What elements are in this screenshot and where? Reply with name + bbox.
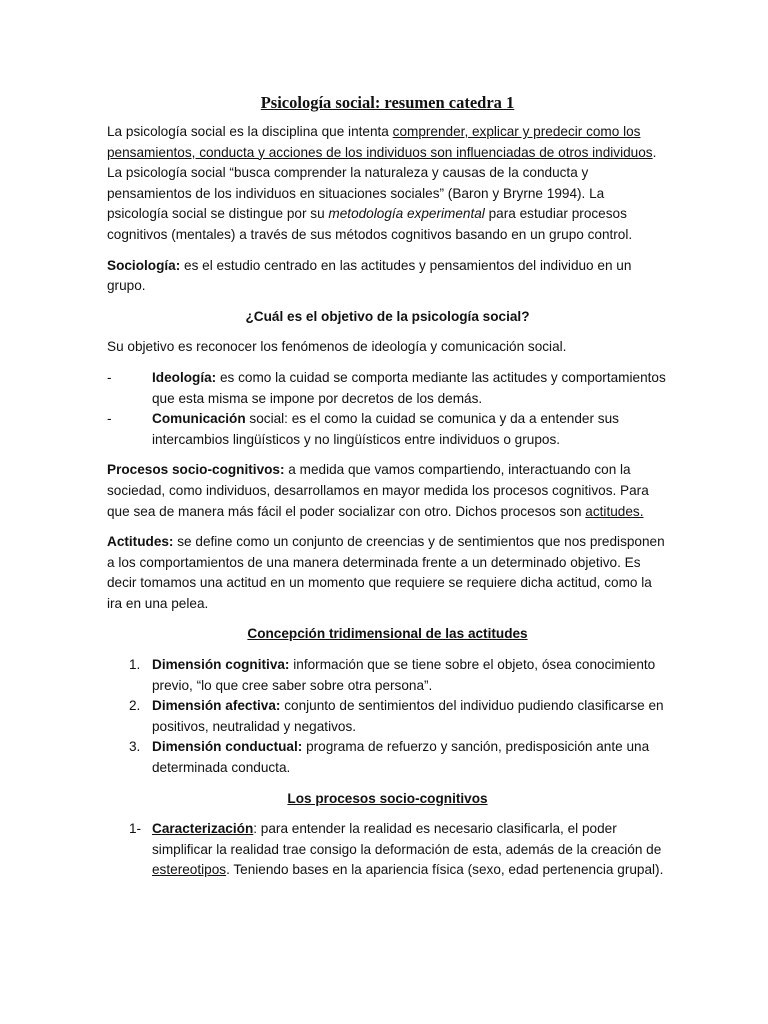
list-item-text: conjunto de sentimientos del individuo pudiendo clasificarse en positivos, neutralidad y negativos. (152, 698, 664, 734)
list-item-label: Caracterización (152, 821, 254, 837)
list-item-label: Comunicación (152, 411, 246, 427)
list-item (107, 737, 668, 778)
intro-paragraph (107, 122, 668, 246)
list-item-label: Dimensión afectiva: (152, 698, 281, 714)
list-marker: 2. (129, 698, 141, 714)
list-item (107, 655, 668, 696)
objetivo-heading: ¿Cuál es el objetivo de la psicología social? (245, 308, 530, 324)
procesos-text: a medida que vamos compartiendo, interactuando con la sociedad, como individuos, desarrollamos en mayor medida los procesos cognitivos. Para que sea de manera más fácil el poder socializar con otro. Dichos procesos son (107, 462, 649, 519)
list-marker: - (107, 411, 112, 427)
procesos-heading: Los procesos socio-cognitivos (287, 790, 488, 806)
list-item-text: : para entender la realidad es necesario clasificarla, el poder simplificar la realidad trae consigo la deformación de esta, además de la creación de (152, 821, 662, 857)
sociologia-label: Sociología: (107, 257, 181, 273)
intro-underlined-definition: comprender, explicar y predecir como los pensamientos, conducta y acciones de los individuos son influenciadas de otros individuos (107, 124, 653, 160)
list-item (107, 696, 668, 737)
list-item (107, 368, 668, 409)
list-marker: 3. (129, 739, 141, 755)
concepcion-heading: Concepción tridimensional de las actitudes (247, 626, 528, 642)
list-item (107, 819, 668, 881)
list-item-text: información que se tiene sobre el objeto, ósea conocimiento previo, “lo que cree saber sobre otra persona”. (152, 657, 656, 693)
procesos-paragraph (107, 460, 668, 522)
actitudes-label: Actitudes: (107, 534, 174, 550)
sociologia-paragraph (107, 256, 668, 297)
concepcion-list (107, 655, 668, 779)
list-item-text: social: es el como la cuidad se comunica y da a entender sus intercambios lingüísticos y no lingüísticos entre individuos o grupos. (152, 411, 619, 447)
intro-text-5: para estudiar procesos cognitivos (mentales) a través de sus métodos cognitivos basando en un grupo control. (107, 206, 633, 242)
objetivo-list (107, 368, 668, 450)
list-item-text: programa de refuerzo y sanción, predisposición ante una determinada conducta. (152, 739, 650, 776)
document-title: Psicología social: resumen catedra 1 (260, 93, 515, 112)
list-marker: - (107, 369, 112, 385)
actitudes-paragraph (107, 532, 668, 614)
list-item-text: es como la cuidad se comporta mediante las actitudes y comportamientos que esta misma se impone por decretos de los demás. (152, 369, 666, 406)
intro-text-3: . La psicología social “busca comprender la naturaleza y causas de la conducta y pensamientos de los individuos en situaciones sociales” (Baron y Bryrne 1994). La psicología social se distingue por su (107, 144, 657, 222)
list-item-label: Ideología: (152, 369, 217, 385)
list-item (107, 409, 668, 450)
estereotipos-underlined: estereotipos (152, 862, 227, 878)
procesos-underlined-actitudes: actitudes. (585, 503, 644, 519)
list-item-label: Dimensión conductual: (152, 739, 303, 755)
list-item-label: Dimensión cognitiva: (152, 657, 290, 673)
list-item-text-end: . Teniendo bases en la apariencia física (sexo, edad pertenencia grupal). (226, 862, 664, 878)
sociologia-text: es el estudio centrado en las actitudes y pensamientos del individuo en un grupo. (107, 257, 632, 294)
actitudes-text: se define como un conjunto de creencias y de sentimientos que nos predisponen a los comportamientos de una manera determinada frente a un determinado objetivo. Es decir tomamos una actitud en un momento que requiere se requiere dicha actitud, como la ira en una pelea. (107, 534, 665, 611)
list-marker: 1. (129, 657, 141, 673)
objetivo-paragraph: Su objetivo es reconocer los fenómenos de ideología y comunicación social. (107, 339, 567, 355)
procesos-list (107, 819, 668, 881)
list-marker: 1- (129, 821, 142, 837)
intro-italic-methodology: metodología experimental (328, 206, 485, 222)
intro-text-1: La psicología social es la disciplina que intenta (107, 124, 393, 139)
procesos-label: Procesos socio-cognitivos: (107, 462, 285, 478)
